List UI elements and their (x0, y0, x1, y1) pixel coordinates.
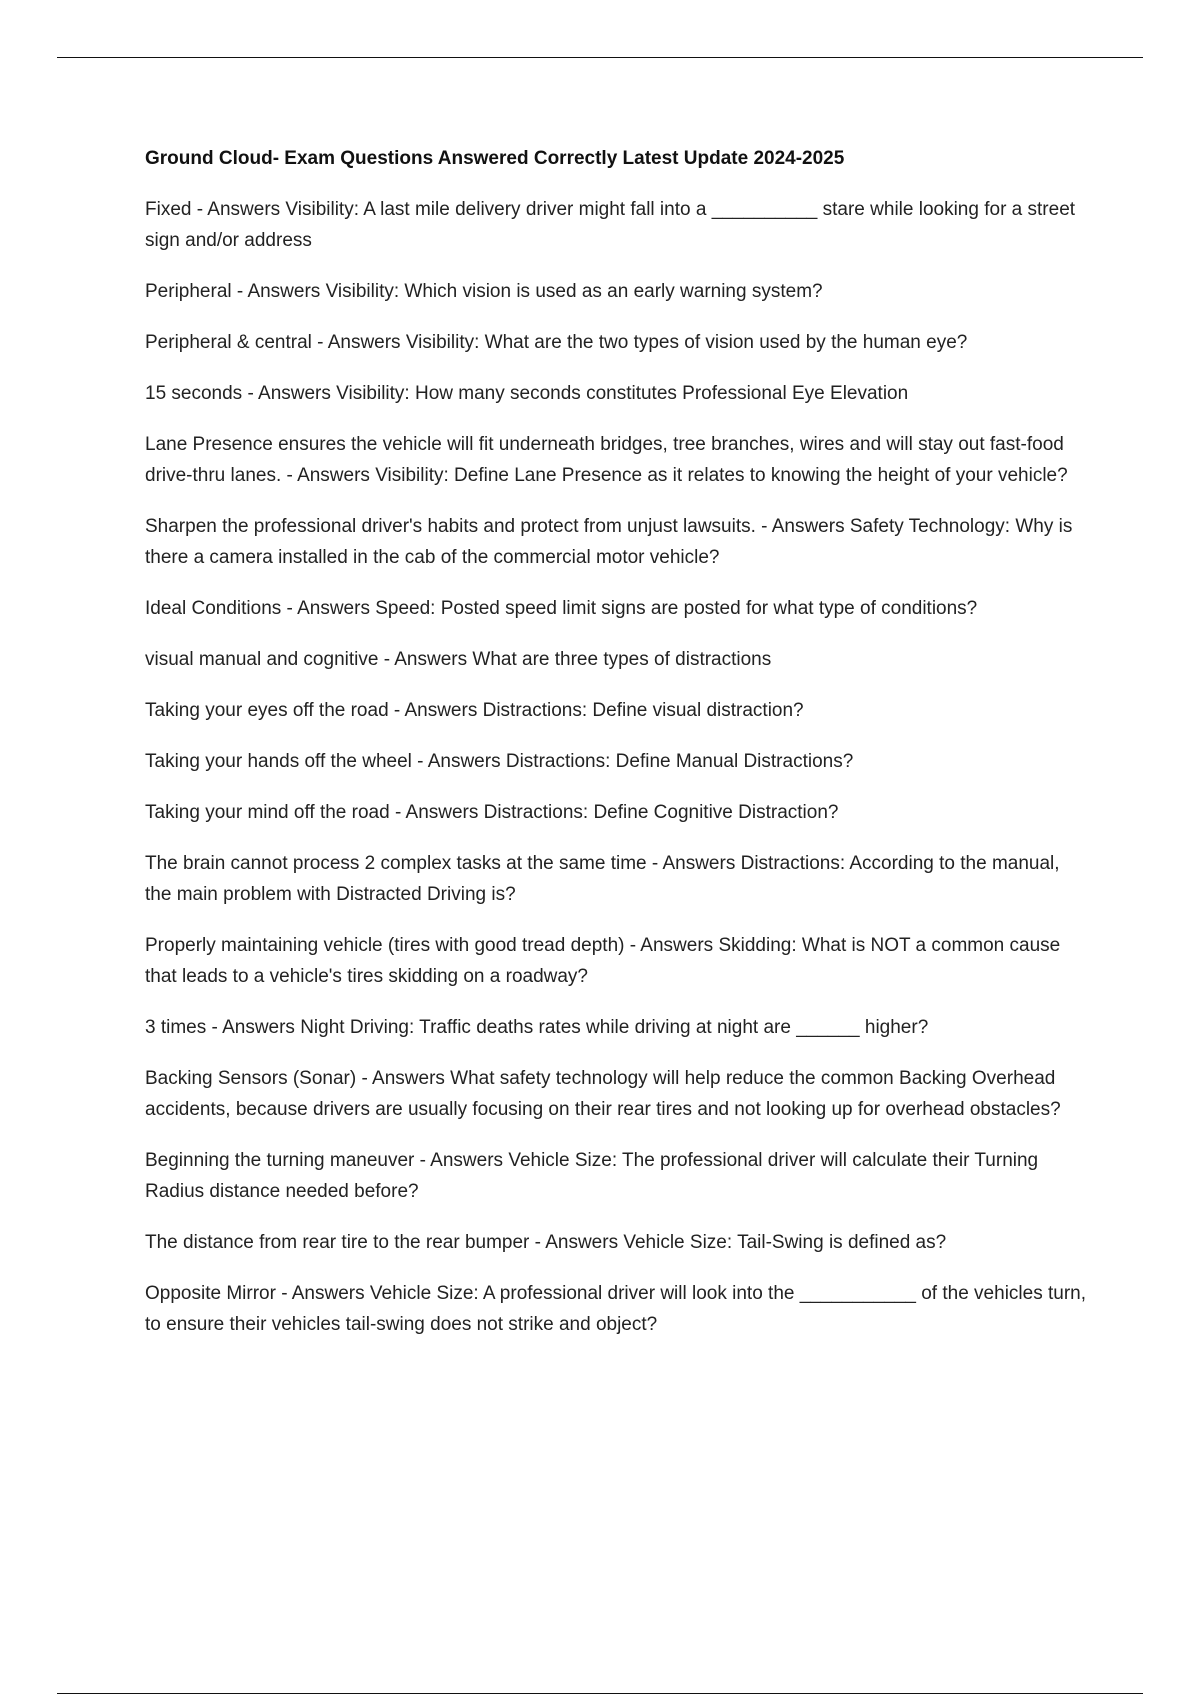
document-body (145, 144, 1090, 1360)
qa-item: Ideal Conditions - Answers Speed: Posted speed limit signs are posted for what type of conditions? (145, 598, 978, 619)
qa-item: Sharpen the professional driver's habits and protect from unjust lawsuits. - Answers Safety Technology: Why is there a camera installed in the cab of the commercial motor vehicle? (145, 516, 1073, 568)
qa-item: Opposite Mirror - Answers Vehicle Size: A professional driver will look into the ___________ of the vehicles turn, to ensure their vehicles tail-swing does not strike and object? (145, 1283, 1087, 1335)
qa-item: The brain cannot process 2 complex tasks at the same time - Answers Distractions: According to the manual, the main problem with Distracted Driving is? (145, 853, 1060, 905)
top-divider (57, 57, 1143, 58)
qa-item: Taking your mind off the road - Answers Distractions: Define Cognitive Distraction? (145, 802, 839, 823)
qa-item: visual manual and cognitive - Answers What are three types of distractions (145, 649, 772, 670)
qa-item: Fixed - Answers Visibility: A last mile delivery driver might fall into a __________ stare while looking for a street sign and/or address (145, 199, 1076, 251)
qa-item: Properly maintaining vehicle (tires with good tread depth) - Answers Skidding: What is NOT a common cause that leads to a vehicle's tires skidding on a roadway? (145, 935, 1061, 987)
qa-item: 15 seconds - Answers Visibility: How many seconds constitutes Professional Eye Elevation (145, 383, 909, 404)
document-title: Ground Cloud- Exam Questions Answered Correctly Latest Update 2024-2025 (145, 148, 845, 169)
question-answer-list (145, 194, 1090, 1340)
qa-item: Taking your eyes off the road - Answers Distractions: Define visual distraction? (145, 700, 804, 721)
qa-item: Peripheral & central - Answers Visibility: What are the two types of vision used by the human eye? (145, 332, 968, 353)
bottom-divider (57, 1693, 1143, 1694)
qa-item: Lane Presence ensures the vehicle will fit underneath bridges, tree branches, wires and will stay out fast-food drive-thru lanes. - Answers Visibility: Define Lane Presence as it relates to knowing the height of your vehicle? (145, 434, 1068, 486)
qa-item: The distance from rear tire to the rear bumper - Answers Vehicle Size: Tail-Swing is defined as? (145, 1232, 947, 1253)
qa-item: Peripheral - Answers Visibility: Which vision is used as an early warning system? (145, 281, 823, 302)
qa-item: Backing Sensors (Sonar) - Answers What safety technology will help reduce the common Backing Overhead accidents, because drivers are usually focusing on their rear tires and not looking up for overhead obstacles? (145, 1068, 1061, 1120)
qa-item: Taking your hands off the wheel - Answers Distractions: Define Manual Distractions? (145, 751, 854, 772)
qa-item: 3 times - Answers Night Driving: Traffic deaths rates while driving at night are ______ higher? (145, 1017, 929, 1038)
qa-item: Beginning the turning maneuver - Answers Vehicle Size: The professional driver will calculate their Turning Radius distance needed before? (145, 1150, 1039, 1202)
